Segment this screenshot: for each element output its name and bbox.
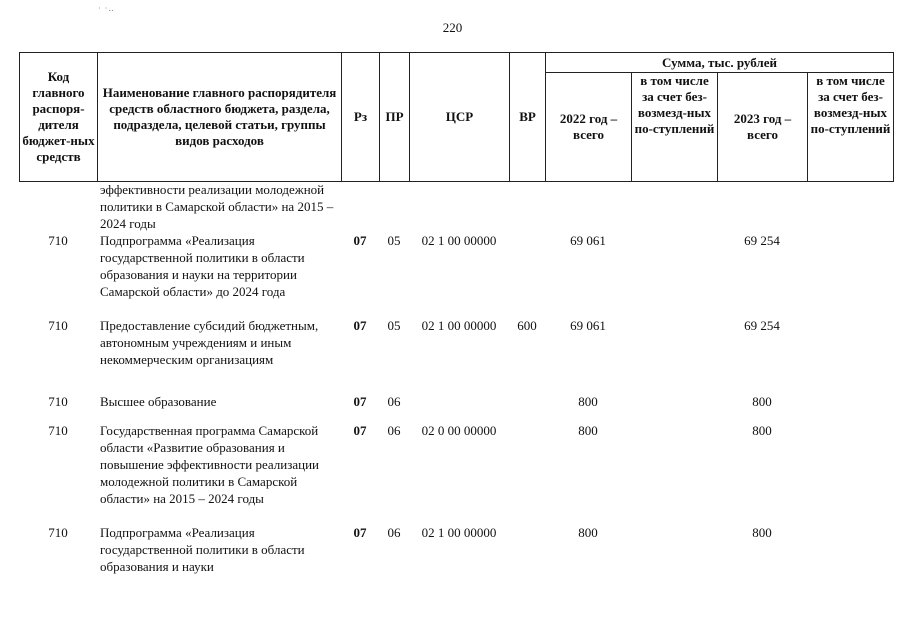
row-name: Государственная программа Самарской области «Развитие образования и повышение эффективности реализации молодежной политики в Самарской области» на 2015 – 2024 годы <box>100 423 319 506</box>
row-rz: 07 <box>353 525 367 540</box>
header-rz: Рз <box>342 53 380 182</box>
header-sum-group: Сумма, тыс. рублей <box>546 53 894 73</box>
header-vr: ВР <box>510 53 546 182</box>
row-name: Предоставление субсидий бюджетным, автономным учреждениям и иным некоммерческим организациям <box>100 318 319 367</box>
row-sum-2023: 800 <box>752 525 772 540</box>
row-csr: 02 1 00 00000 <box>421 318 497 333</box>
table-row <box>19 232 893 299</box>
scan-artifact: · ·‥ <box>98 4 115 13</box>
row-csr: 02 0 00 00000 <box>421 423 497 438</box>
row-code: 710 <box>48 423 68 438</box>
row-pr: 05 <box>387 318 401 333</box>
row-sum-2022: 69 061 <box>570 318 606 333</box>
row-sum-2022: 800 <box>578 525 598 540</box>
row-vr: 600 <box>517 318 537 333</box>
row-name: Подпрограмма «Реализация государственной политики в области образования и науки <box>100 525 305 574</box>
row-name: Подпрограмма «Реализация государственной политики в области образования и науки на территории Самарской области» до 2024 года <box>100 233 305 299</box>
row-pr: 06 <box>387 394 401 409</box>
row-rz: 07 <box>353 233 367 248</box>
header-csr: ЦСР <box>410 53 510 182</box>
row-code: 710 <box>48 394 68 409</box>
table-row <box>19 317 893 367</box>
row-sum-2023: 69 254 <box>744 318 780 333</box>
row-rz: 07 <box>353 423 367 438</box>
row-pr: 06 <box>387 423 401 438</box>
row-pr: 06 <box>387 525 401 540</box>
row-name: эффективности реализации молодежной политики в Самарской области» на 2015 – 2024 годы <box>100 182 334 231</box>
table-row <box>19 422 893 506</box>
row-code: 710 <box>48 525 68 540</box>
row-sum-2023: 800 <box>752 394 772 409</box>
header-2023-grants: в том числе за счет без-возмезд-ных по-ступлений <box>808 73 894 182</box>
row-csr: 02 1 00 00000 <box>421 233 497 248</box>
table-row <box>19 181 893 231</box>
row-rz: 07 <box>353 394 367 409</box>
row-sum-2023: 69 254 <box>744 233 780 248</box>
row-sum-2022: 800 <box>578 423 598 438</box>
row-name: Высшее образование <box>100 394 217 409</box>
row-code: 710 <box>48 318 68 333</box>
row-pr: 05 <box>387 233 401 248</box>
header-name: Наименование главного распорядителя средств областного бюджета, раздела, подраздела, целевой статьи, группы видов расходов <box>98 53 342 182</box>
header-code: Код главного распоря-дителя бюджет-ных средств <box>20 53 98 182</box>
row-csr: 02 1 00 00000 <box>421 525 497 540</box>
table-header <box>19 52 894 182</box>
header-2022-total: 2022 год – всего <box>546 73 632 182</box>
table-row <box>19 393 893 409</box>
header-pr: ПР <box>380 53 410 182</box>
table-row <box>19 524 893 574</box>
row-rz: 07 <box>353 318 367 333</box>
row-code: 710 <box>48 233 68 248</box>
row-sum-2022: 800 <box>578 394 598 409</box>
header-2022-grants: в том числе за счет без-возмезд-ных по-ступлений <box>632 73 718 182</box>
row-sum-2023: 800 <box>752 423 772 438</box>
row-sum-2022: 69 061 <box>570 233 606 248</box>
header-2023-total: 2023 год – всего <box>718 73 808 182</box>
page-number: 220 <box>442 20 463 35</box>
